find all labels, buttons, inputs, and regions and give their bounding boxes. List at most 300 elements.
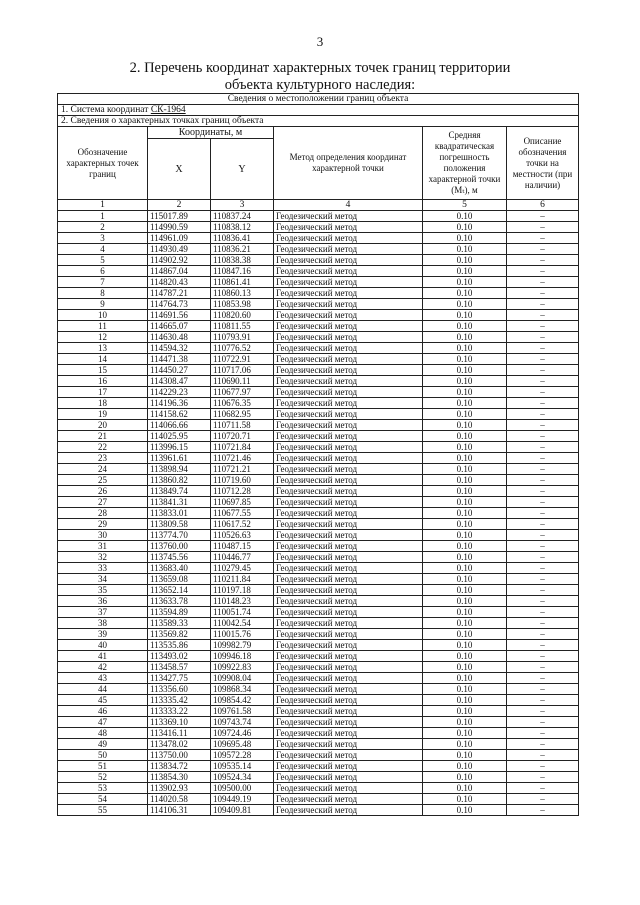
y-coordinate-cell: 110836.41 <box>211 233 274 244</box>
table-row <box>58 376 579 387</box>
error-cell: 0.10 <box>423 277 507 288</box>
description-cell: – <box>507 783 579 794</box>
y-coordinate-cell: 110697.85 <box>211 497 274 508</box>
method-cell: Геодезический метод <box>274 673 423 684</box>
description-cell: – <box>507 640 579 651</box>
coordinate-system-name: СК-1964 <box>150 105 186 115</box>
error-cell: 0.10 <box>423 618 507 629</box>
method-cell: Геодезический метод <box>274 717 423 728</box>
table-row <box>58 211 579 222</box>
point-number-cell: 23 <box>58 453 148 464</box>
table-row <box>58 651 579 662</box>
y-coordinate-cell: 110847.16 <box>211 266 274 277</box>
method-cell: Геодезический метод <box>274 299 423 310</box>
point-number-cell: 21 <box>58 431 148 442</box>
y-coordinate-cell: 110719.60 <box>211 475 274 486</box>
y-coordinate-cell: 110811.55 <box>211 321 274 332</box>
error-cell: 0.10 <box>423 266 507 277</box>
table-row <box>58 244 579 255</box>
point-number-cell: 44 <box>58 684 148 695</box>
page-title <box>60 60 580 94</box>
error-cell: 0.10 <box>423 233 507 244</box>
table-row <box>58 266 579 277</box>
section-2-heading: 2. Сведения о характерных точках границ объекта <box>58 116 579 127</box>
error-cell: 0.10 <box>423 321 507 332</box>
table-row <box>58 717 579 728</box>
description-cell: – <box>507 310 579 321</box>
x-coordinate-cell: 113493.02 <box>148 651 211 662</box>
point-number-cell: 49 <box>58 739 148 750</box>
x-coordinate-cell: 114308.47 <box>148 376 211 387</box>
error-cell: 0.10 <box>423 629 507 640</box>
error-cell: 0.10 <box>423 288 507 299</box>
error-cell: 0.10 <box>423 398 507 409</box>
error-cell: 0.10 <box>423 519 507 530</box>
method-cell: Геодезический метод <box>274 431 423 442</box>
table-row <box>58 563 579 574</box>
point-number-cell: 11 <box>58 321 148 332</box>
method-cell: Геодезический метод <box>274 662 423 673</box>
x-coordinate-cell: 114820.43 <box>148 277 211 288</box>
x-coordinate-cell: 114066.66 <box>148 420 211 431</box>
point-number-cell: 34 <box>58 574 148 585</box>
header-method: Метод определения координат характерной точки <box>274 127 423 200</box>
description-cell: – <box>507 508 579 519</box>
table-row <box>58 629 579 640</box>
point-number-cell: 48 <box>58 728 148 739</box>
point-number-cell: 12 <box>58 332 148 343</box>
y-coordinate-cell: 110717.06 <box>211 365 274 376</box>
error-cell: 0.10 <box>423 376 507 387</box>
method-cell: Геодезический метод <box>274 486 423 497</box>
x-coordinate-cell: 115017.89 <box>148 211 211 222</box>
method-cell: Геодезический метод <box>274 409 423 420</box>
method-cell: Геодезический метод <box>274 222 423 233</box>
page-number: 3 <box>316 34 324 49</box>
method-cell: Геодезический метод <box>274 453 423 464</box>
y-coordinate-cell: 109908.04 <box>211 673 274 684</box>
point-number-cell: 3 <box>58 233 148 244</box>
description-cell: – <box>507 464 579 475</box>
point-number-cell: 50 <box>58 750 148 761</box>
y-coordinate-cell: 110722.91 <box>211 354 274 365</box>
description-cell: – <box>507 706 579 717</box>
table-row <box>58 541 579 552</box>
y-coordinate-cell: 110853.98 <box>211 299 274 310</box>
y-coordinate-cell: 110487.15 <box>211 541 274 552</box>
y-coordinate-cell: 110721.46 <box>211 453 274 464</box>
title-line-2: объекта культурного наследия: <box>224 77 416 93</box>
error-cell: 0.10 <box>423 739 507 750</box>
point-number-cell: 5 <box>58 255 148 266</box>
point-number-cell: 17 <box>58 387 148 398</box>
description-cell: – <box>507 343 579 354</box>
description-cell: – <box>507 244 579 255</box>
error-cell: 0.10 <box>423 728 507 739</box>
method-cell: Геодезический метод <box>274 244 423 255</box>
error-cell: 0.10 <box>423 684 507 695</box>
y-coordinate-cell: 110279.45 <box>211 563 274 574</box>
table-row <box>58 365 579 376</box>
table-row <box>58 739 579 750</box>
header-y: Y <box>211 139 274 200</box>
description-cell: – <box>507 684 579 695</box>
description-cell: – <box>507 673 579 684</box>
x-coordinate-cell: 113902.93 <box>148 783 211 794</box>
method-cell: Геодезический метод <box>274 563 423 574</box>
description-cell: – <box>507 563 579 574</box>
error-cell: 0.10 <box>423 662 507 673</box>
point-number-cell: 26 <box>58 486 148 497</box>
point-number-cell: 36 <box>58 596 148 607</box>
description-cell: – <box>507 519 579 530</box>
error-cell: 0.10 <box>423 255 507 266</box>
description-cell: – <box>507 596 579 607</box>
method-cell: Геодезический метод <box>274 376 423 387</box>
point-number-cell: 47 <box>58 717 148 728</box>
table-row <box>58 299 579 310</box>
point-number-cell: 33 <box>58 563 148 574</box>
point-number-cell: 15 <box>58 365 148 376</box>
error-cell: 0.10 <box>423 442 507 453</box>
x-coordinate-cell: 113478.02 <box>148 739 211 750</box>
method-cell: Геодезический метод <box>274 464 423 475</box>
method-cell: Геодезический метод <box>274 475 423 486</box>
y-coordinate-cell: 109695.48 <box>211 739 274 750</box>
table-row <box>58 321 579 332</box>
error-cell: 0.10 <box>423 453 507 464</box>
description-cell: – <box>507 739 579 750</box>
error-cell: 0.10 <box>423 761 507 772</box>
error-cell: 0.10 <box>423 640 507 651</box>
error-cell: 0.10 <box>423 299 507 310</box>
description-cell: – <box>507 805 579 816</box>
error-cell: 0.10 <box>423 420 507 431</box>
method-cell: Геодезический метод <box>274 233 423 244</box>
column-index: 2 <box>148 200 211 211</box>
y-coordinate-cell: 110721.21 <box>211 464 274 475</box>
method-cell: Геодезический метод <box>274 519 423 530</box>
x-coordinate-cell: 113849.74 <box>148 486 211 497</box>
x-coordinate-cell: 114471.38 <box>148 354 211 365</box>
point-number-cell: 4 <box>58 244 148 255</box>
description-cell: – <box>507 420 579 431</box>
y-coordinate-cell: 109982.79 <box>211 640 274 651</box>
error-cell: 0.10 <box>423 673 507 684</box>
point-number-cell: 35 <box>58 585 148 596</box>
method-cell: Геодезический метод <box>274 794 423 805</box>
method-cell: Геодезический метод <box>274 211 423 222</box>
table-row <box>58 794 579 805</box>
y-coordinate-cell: 110015.76 <box>211 629 274 640</box>
point-number-cell: 8 <box>58 288 148 299</box>
method-cell: Геодезический метод <box>274 387 423 398</box>
error-cell: 0.10 <box>423 310 507 321</box>
y-coordinate-cell: 109409.81 <box>211 805 274 816</box>
description-cell: – <box>507 750 579 761</box>
point-number-cell: 42 <box>58 662 148 673</box>
method-cell: Геодезический метод <box>274 706 423 717</box>
method-cell: Геодезический метод <box>274 607 423 618</box>
y-coordinate-cell: 110682.95 <box>211 409 274 420</box>
error-cell: 0.10 <box>423 409 507 420</box>
description-cell: – <box>507 651 579 662</box>
point-number-cell: 32 <box>58 552 148 563</box>
description-cell: – <box>507 728 579 739</box>
method-cell: Геодезический метод <box>274 695 423 706</box>
x-coordinate-cell: 114594.32 <box>148 343 211 354</box>
description-cell: – <box>507 530 579 541</box>
x-coordinate-cell: 114020.58 <box>148 794 211 805</box>
error-cell: 0.10 <box>423 783 507 794</box>
table-row <box>58 475 579 486</box>
y-coordinate-cell: 110838.38 <box>211 255 274 266</box>
description-cell: – <box>507 695 579 706</box>
description-cell: – <box>507 541 579 552</box>
table-row <box>58 783 579 794</box>
x-coordinate-cell: 114764.73 <box>148 299 211 310</box>
method-cell: Геодезический метод <box>274 585 423 596</box>
description-cell: – <box>507 387 579 398</box>
method-cell: Геодезический метод <box>274 651 423 662</box>
y-coordinate-cell: 110837.24 <box>211 211 274 222</box>
table-row <box>58 431 579 442</box>
method-cell: Геодезический метод <box>274 640 423 651</box>
error-cell: 0.10 <box>423 222 507 233</box>
point-number-cell: 37 <box>58 607 148 618</box>
x-coordinate-cell: 113589.33 <box>148 618 211 629</box>
point-number-cell: 46 <box>58 706 148 717</box>
y-coordinate-cell: 109854.42 <box>211 695 274 706</box>
x-coordinate-cell: 114691.56 <box>148 310 211 321</box>
x-coordinate-cell: 114665.07 <box>148 321 211 332</box>
x-coordinate-cell: 113335.42 <box>148 695 211 706</box>
table-row <box>58 530 579 541</box>
point-number-cell: 27 <box>58 497 148 508</box>
column-index: 3 <box>211 200 274 211</box>
x-coordinate-cell: 113594.89 <box>148 607 211 618</box>
description-cell: – <box>507 442 579 453</box>
point-number-cell: 29 <box>58 519 148 530</box>
table-row <box>58 772 579 783</box>
error-cell: 0.10 <box>423 596 507 607</box>
error-cell: 0.10 <box>423 695 507 706</box>
x-coordinate-cell: 114106.31 <box>148 805 211 816</box>
y-coordinate-cell: 109500.00 <box>211 783 274 794</box>
title-line-1: 2. Перечень координат характерных точек границ территории <box>129 60 511 76</box>
description-cell: – <box>507 409 579 420</box>
y-coordinate-cell: 109946.18 <box>211 651 274 662</box>
point-number-cell: 20 <box>58 420 148 431</box>
point-number-cell: 40 <box>58 640 148 651</box>
x-coordinate-cell: 113854.30 <box>148 772 211 783</box>
point-number-cell: 45 <box>58 695 148 706</box>
y-coordinate-cell: 109572.28 <box>211 750 274 761</box>
description-cell: – <box>507 497 579 508</box>
coordinate-system-label: 1. Система координат <box>61 105 151 115</box>
point-number-cell: 53 <box>58 783 148 794</box>
table-row <box>58 288 579 299</box>
column-index: 1 <box>58 200 148 211</box>
error-cell: 0.10 <box>423 541 507 552</box>
column-index: 6 <box>507 200 579 211</box>
y-coordinate-cell: 109724.46 <box>211 728 274 739</box>
point-number-cell: 55 <box>58 805 148 816</box>
error-cell: 0.10 <box>423 354 507 365</box>
x-coordinate-cell: 114867.04 <box>148 266 211 277</box>
table-row <box>58 574 579 585</box>
point-number-cell: 54 <box>58 794 148 805</box>
method-cell: Геодезический метод <box>274 772 423 783</box>
y-coordinate-cell: 109535.14 <box>211 761 274 772</box>
x-coordinate-cell: 113841.31 <box>148 497 211 508</box>
description-cell: – <box>507 607 579 618</box>
description-cell: – <box>507 354 579 365</box>
y-coordinate-cell: 110860.13 <box>211 288 274 299</box>
method-cell: Геодезический метод <box>274 761 423 772</box>
point-number-cell: 39 <box>58 629 148 640</box>
description-cell: – <box>507 662 579 673</box>
error-cell: 0.10 <box>423 244 507 255</box>
x-coordinate-cell: 113427.75 <box>148 673 211 684</box>
method-cell: Геодезический метод <box>274 783 423 794</box>
description-cell: – <box>507 398 579 409</box>
error-cell: 0.10 <box>423 343 507 354</box>
x-coordinate-cell: 114450.27 <box>148 365 211 376</box>
error-cell: 0.10 <box>423 574 507 585</box>
x-coordinate-cell: 113333.22 <box>148 706 211 717</box>
x-coordinate-cell: 113458.57 <box>148 662 211 673</box>
y-coordinate-cell: 110690.11 <box>211 376 274 387</box>
table-row <box>58 442 579 453</box>
y-coordinate-cell: 110526.63 <box>211 530 274 541</box>
error-cell: 0.10 <box>423 530 507 541</box>
table-row <box>58 673 579 684</box>
x-coordinate-cell: 113833.01 <box>148 508 211 519</box>
table-row <box>58 255 579 266</box>
x-coordinate-cell: 113535.86 <box>148 640 211 651</box>
table-row <box>58 354 579 365</box>
x-coordinate-cell: 113996.15 <box>148 442 211 453</box>
x-coordinate-cell: 113750.00 <box>148 750 211 761</box>
description-cell: – <box>507 618 579 629</box>
error-cell: 0.10 <box>423 717 507 728</box>
point-number-cell: 10 <box>58 310 148 321</box>
x-coordinate-cell: 113416.11 <box>148 728 211 739</box>
description-cell: – <box>507 431 579 442</box>
description-cell: – <box>507 288 579 299</box>
method-cell: Геодезический метод <box>274 508 423 519</box>
point-number-cell: 9 <box>58 299 148 310</box>
y-coordinate-cell: 110677.97 <box>211 387 274 398</box>
error-cell: 0.10 <box>423 651 507 662</box>
y-coordinate-cell: 110711.58 <box>211 420 274 431</box>
point-number-cell: 38 <box>58 618 148 629</box>
y-coordinate-cell: 110820.60 <box>211 310 274 321</box>
method-cell: Геодезический метод <box>274 574 423 585</box>
point-number-cell: 1 <box>58 211 148 222</box>
table-row <box>58 805 579 816</box>
table-row <box>58 585 579 596</box>
y-coordinate-cell: 110712.28 <box>211 486 274 497</box>
error-cell: 0.10 <box>423 486 507 497</box>
y-coordinate-cell: 109524.34 <box>211 772 274 783</box>
method-cell: Геодезический метод <box>274 277 423 288</box>
error-cell: 0.10 <box>423 211 507 222</box>
error-cell: 0.10 <box>423 332 507 343</box>
x-coordinate-cell: 114902.92 <box>148 255 211 266</box>
table-row <box>58 398 579 409</box>
point-number-cell: 14 <box>58 354 148 365</box>
table-row <box>58 387 579 398</box>
method-cell: Геодезический метод <box>274 541 423 552</box>
x-coordinate-cell: 114158.62 <box>148 409 211 420</box>
method-cell: Геодезический метод <box>274 365 423 376</box>
description-cell: – <box>507 717 579 728</box>
method-cell: Геодезический метод <box>274 332 423 343</box>
x-coordinate-cell: 113356.60 <box>148 684 211 695</box>
x-coordinate-cell: 113760.00 <box>148 541 211 552</box>
description-cell: – <box>507 486 579 497</box>
table-row <box>58 695 579 706</box>
table-row <box>58 728 579 739</box>
table-row <box>58 343 579 354</box>
point-number-cell: 13 <box>58 343 148 354</box>
column-index: 4 <box>274 200 423 211</box>
x-coordinate-cell: 113633.78 <box>148 596 211 607</box>
error-cell: 0.10 <box>423 607 507 618</box>
error-cell: 0.10 <box>423 805 507 816</box>
x-coordinate-cell: 113860.82 <box>148 475 211 486</box>
x-coordinate-cell: 113659.08 <box>148 574 211 585</box>
description-cell: – <box>507 233 579 244</box>
description-cell: – <box>507 211 579 222</box>
description-cell: – <box>507 794 579 805</box>
y-coordinate-cell: 110677.55 <box>211 508 274 519</box>
error-cell: 0.10 <box>423 365 507 376</box>
y-coordinate-cell: 110793.91 <box>211 332 274 343</box>
table-row <box>58 409 579 420</box>
x-coordinate-cell: 113834.72 <box>148 761 211 772</box>
table-row <box>58 332 579 343</box>
error-cell: 0.10 <box>423 508 507 519</box>
y-coordinate-cell: 110836.21 <box>211 244 274 255</box>
table-row <box>58 706 579 717</box>
point-number-cell: 31 <box>58 541 148 552</box>
y-coordinate-cell: 110197.18 <box>211 585 274 596</box>
table-row <box>58 607 579 618</box>
description-cell: – <box>507 222 579 233</box>
table-row <box>58 310 579 321</box>
point-number-cell: 30 <box>58 530 148 541</box>
error-cell: 0.10 <box>423 563 507 574</box>
x-coordinate-cell: 114630.48 <box>148 332 211 343</box>
point-number-cell: 19 <box>58 409 148 420</box>
coordinates-table <box>57 93 579 816</box>
y-coordinate-cell: 109449.19 <box>211 794 274 805</box>
description-cell: – <box>507 376 579 387</box>
coordinate-system-row <box>58 105 579 116</box>
method-cell: Геодезический метод <box>274 728 423 739</box>
x-coordinate-cell: 113745.56 <box>148 552 211 563</box>
method-cell: Геодезический метод <box>274 739 423 750</box>
y-coordinate-cell: 110861.41 <box>211 277 274 288</box>
point-number-cell: 28 <box>58 508 148 519</box>
y-coordinate-cell: 109761.58 <box>211 706 274 717</box>
description-cell: – <box>507 332 579 343</box>
point-number-cell: 51 <box>58 761 148 772</box>
table-row <box>58 233 579 244</box>
